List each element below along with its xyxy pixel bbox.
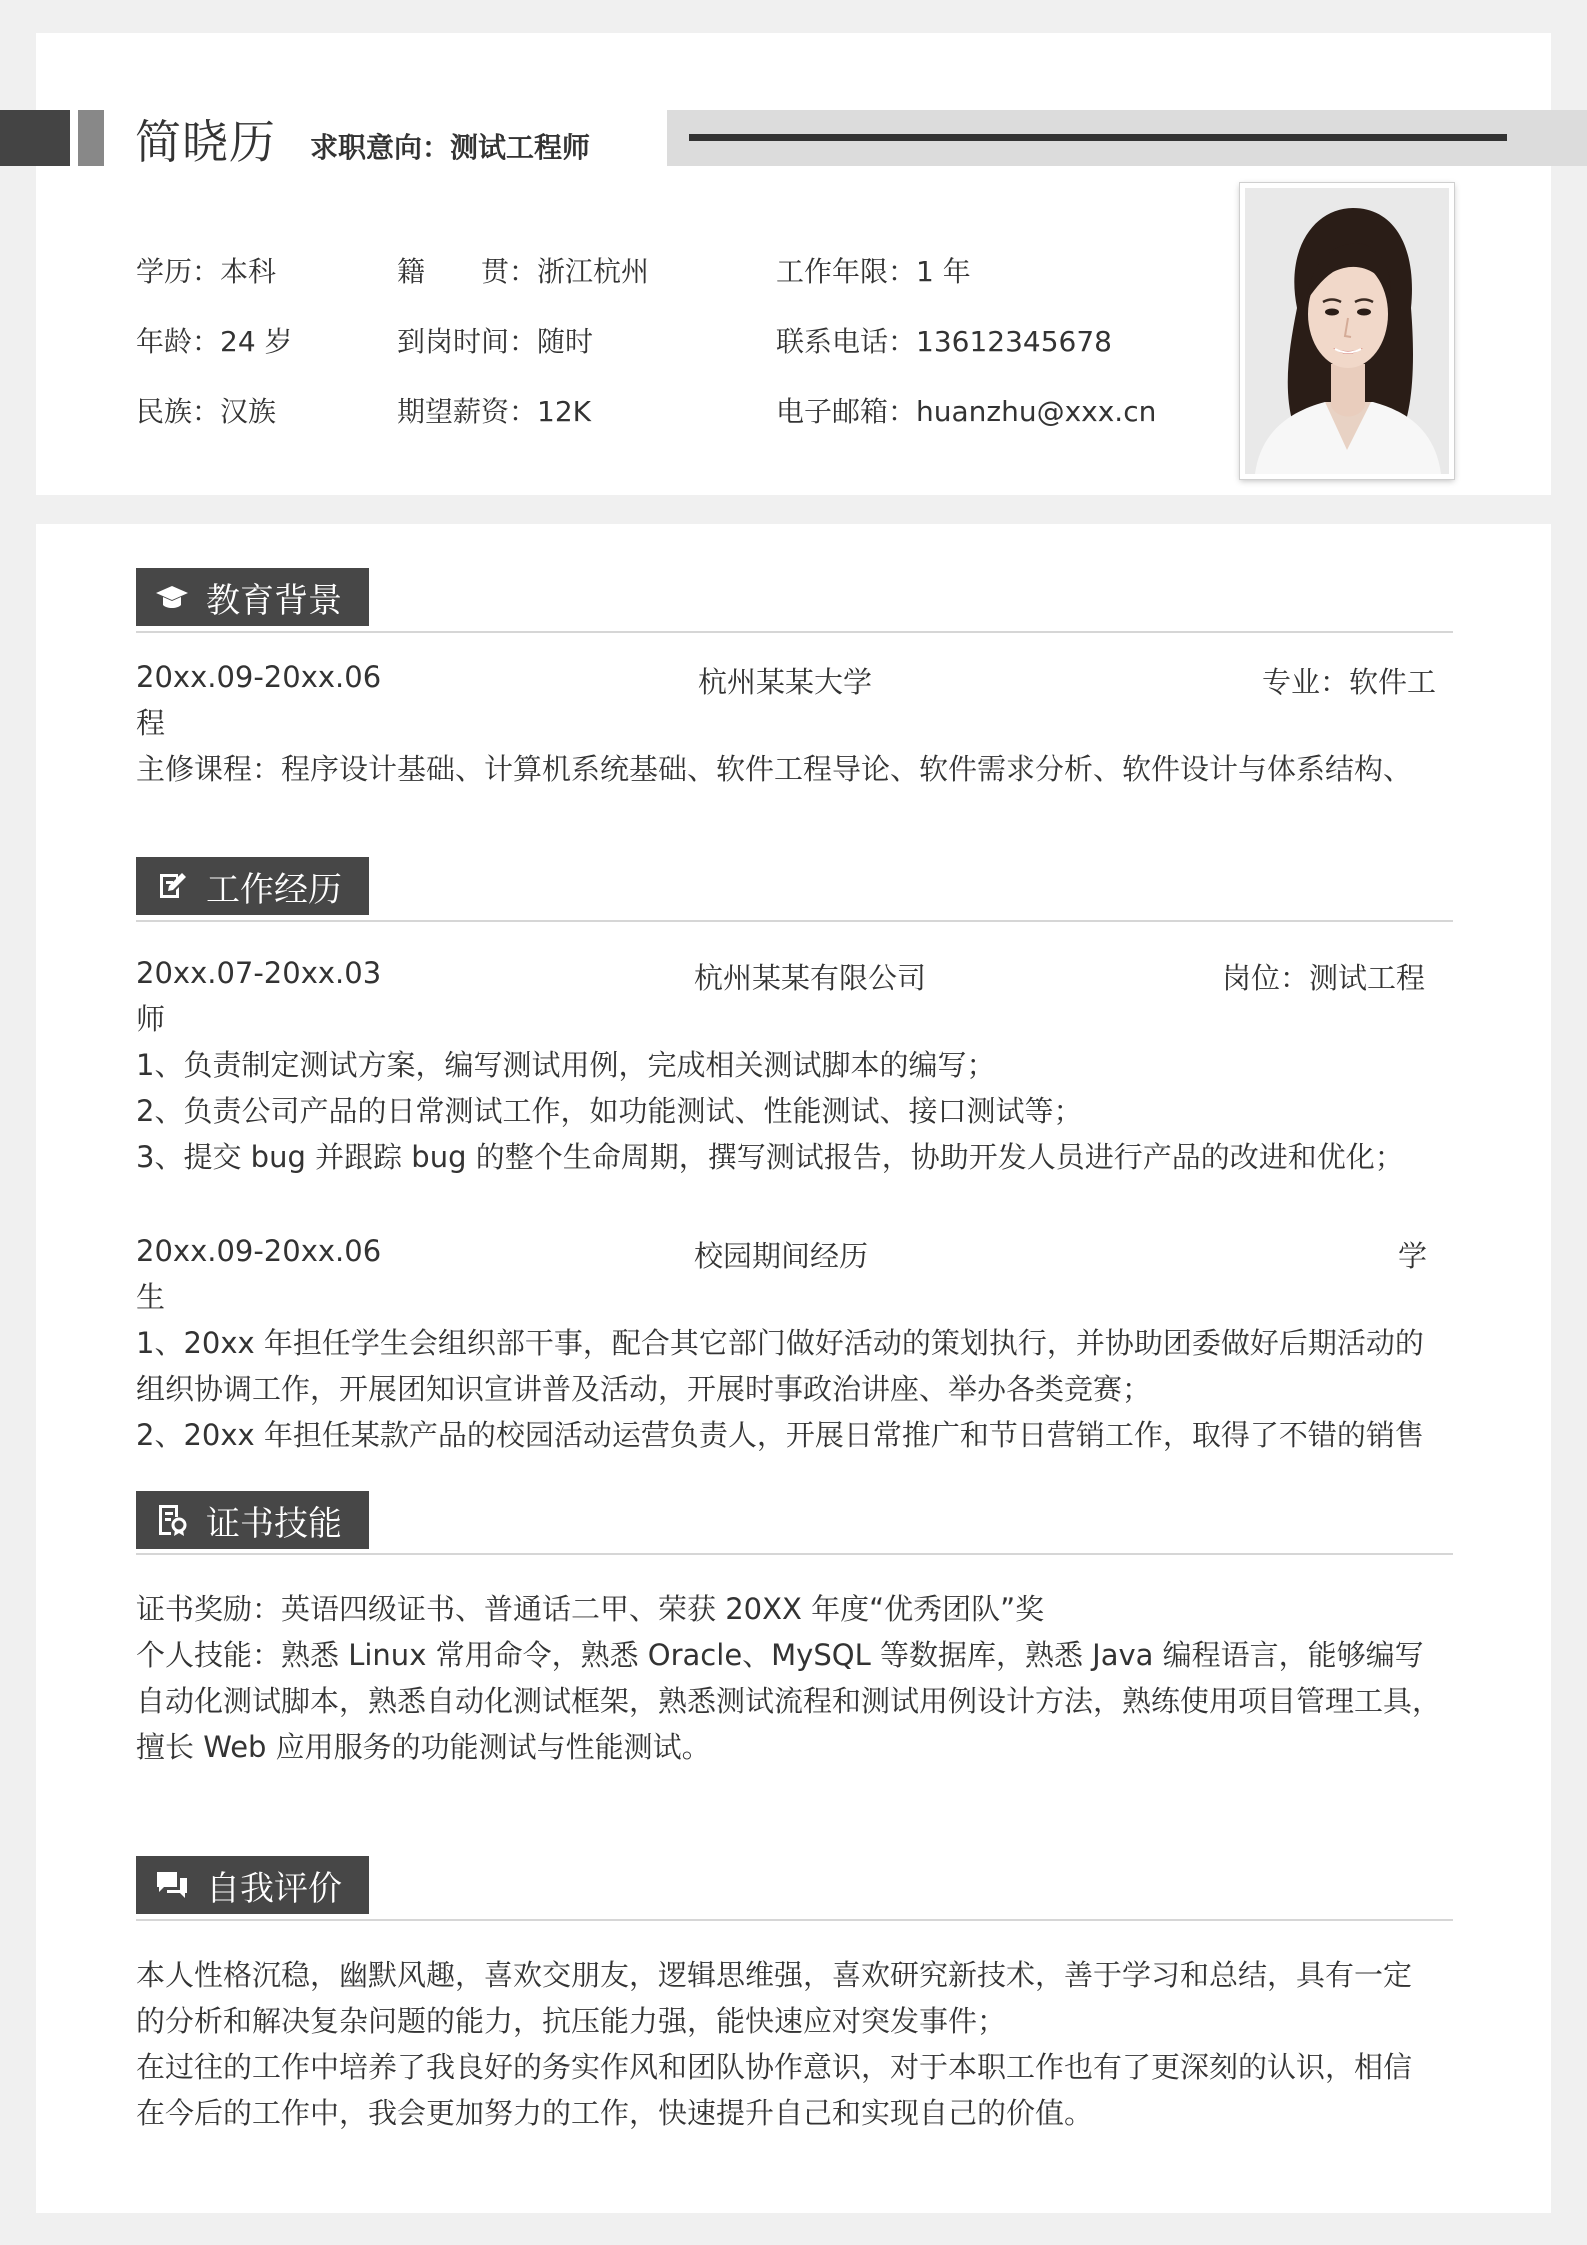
info-native: 籍 贯：浙江杭州 [397,255,650,288]
graduation-cap-icon [152,577,192,617]
education-courses: 主修课程：程序设计基础、计算机系统基础、软件工程导论、软件需求分析、软件设计与体系结构、 [136,752,1413,786]
certificate-icon [152,1500,192,1540]
job1-date: 20xx.07-20xx.03 [136,956,382,990]
section-title-self: 自我评价 [206,1868,342,1909]
job2-line-3: 2、20xx 年担任某款产品的校园活动运营负责人，开展日常推广和节日营销工作，取得了不错的销售 [136,1418,1424,1452]
info-ethnicity: 民族：汉族 [136,395,277,428]
section-title-education: 教育背景 [206,580,342,621]
section-header-self [136,1856,369,1914]
skills-line-1: 证书奖励：英语四级证书、普通话二甲、荣获 20XX 年度“优秀团队”奖 [136,1592,1045,1626]
job1-company: 杭州某某有限公司 [694,961,927,995]
info-years: 工作年限：1 年 [776,255,971,288]
job1-role-wrap: 师 [136,1002,166,1036]
header-band-line [689,134,1507,141]
education-school: 杭州某某大学 [698,665,873,699]
profile-photo [1240,183,1454,479]
job2-role-wrap: 生 [136,1280,166,1314]
skills-line-3: 自动化测试脚本，熟悉自动化测试框架，熟悉测试流程和测试用例设计方法，熟练使用项目管理工具， [136,1684,1442,1718]
job2-date: 20xx.09-20xx.06 [136,1234,382,1268]
self-line-2: 的分析和解决复杂问题的能力，抗压能力强，能快速应对突发事件； [136,2004,1007,2038]
info-education: 学历：本科 [136,255,277,288]
skills-line-4: 擅长 Web 应用服务的功能测试与性能测试。 [136,1730,711,1764]
job2-line-1: 1、20xx 年担任学生会组织部干事，配合其它部门做好活动的策划执行，并协助团委做好后期活动的 [136,1326,1424,1360]
info-salary: 期望薪资：12K [397,395,591,428]
portrait-illustration [1245,188,1449,474]
section-title-skills: 证书技能 [206,1503,342,1544]
self-line-3: 在过往的工作中培养了我良好的务实作风和团队协作意识，对于本职工作也有了更深刻的认识，相信 [136,2050,1413,2084]
job1-role: 岗位：测试工程 [1222,961,1426,995]
candidate-name: 简晓历 [135,115,276,169]
header-band-mid [78,110,104,166]
info-age: 年龄：24 岁 [136,325,293,358]
section-header-skills [136,1491,369,1549]
section-divider-self [136,1919,1453,1921]
section-divider-education [136,631,1453,633]
skills-line-2: 个人技能：熟悉 Linux 常用命令，熟悉 Oracle、MySQL 等数据库，熟悉 Java 编程语言，能够编写 [136,1638,1424,1672]
info-email: 电子邮箱：huanzhu@xxx.cn [776,395,1157,428]
section-divider-work [136,920,1453,922]
section-header-work [136,857,369,915]
education-date: 20xx.09-20xx.06 [136,660,382,694]
self-line-4: 在今后的工作中，我会更加努力的工作，快速提升自己和实现自己的价值。 [136,2096,1094,2130]
edit-note-icon [152,866,192,906]
job-intent: 求职意向：测试工程师 [310,131,591,164]
job2-company: 校园期间经历 [694,1239,869,1273]
education-major: 专业：软件工 [1262,665,1437,699]
job2-role: 学 [1398,1239,1428,1273]
education-major-wrap: 程 [136,706,166,740]
job1-line-3: 3、提交 bug 并跟踪 bug 的整个生命周期，撰写测试报告，协助开发人员进行产品的改进和优化； [136,1140,1404,1174]
job2-line-3-clipped [136,1412,1440,1452]
section-title-work: 工作经历 [206,869,342,910]
header-band-dark [0,110,70,166]
job2-line-2: 组织协调工作，开展团知识宣讲普及活动，开展时事政治讲座、举办各类竞赛； [136,1372,1152,1406]
self-line-1: 本人性格沉稳，幽默风趣，喜欢交朋友，逻辑思维强，喜欢研究新技术，善于学习和总结，具有一定 [136,1958,1413,1992]
job1-line-2: 2、负责公司产品的日常测试工作，如功能测试、性能测试、接口测试等； [136,1094,1083,1128]
job1-line-1: 1、负责制定测试方案，编写测试用例，完成相关测试脚本的编写； [136,1048,996,1082]
section-divider-skills [136,1553,1453,1555]
section-header-education [136,568,369,626]
chat-bubbles-icon [152,1865,192,1905]
info-arrival: 到岗时间：随时 [397,325,594,358]
info-phone: 联系电话：13612345678 [776,325,1112,358]
